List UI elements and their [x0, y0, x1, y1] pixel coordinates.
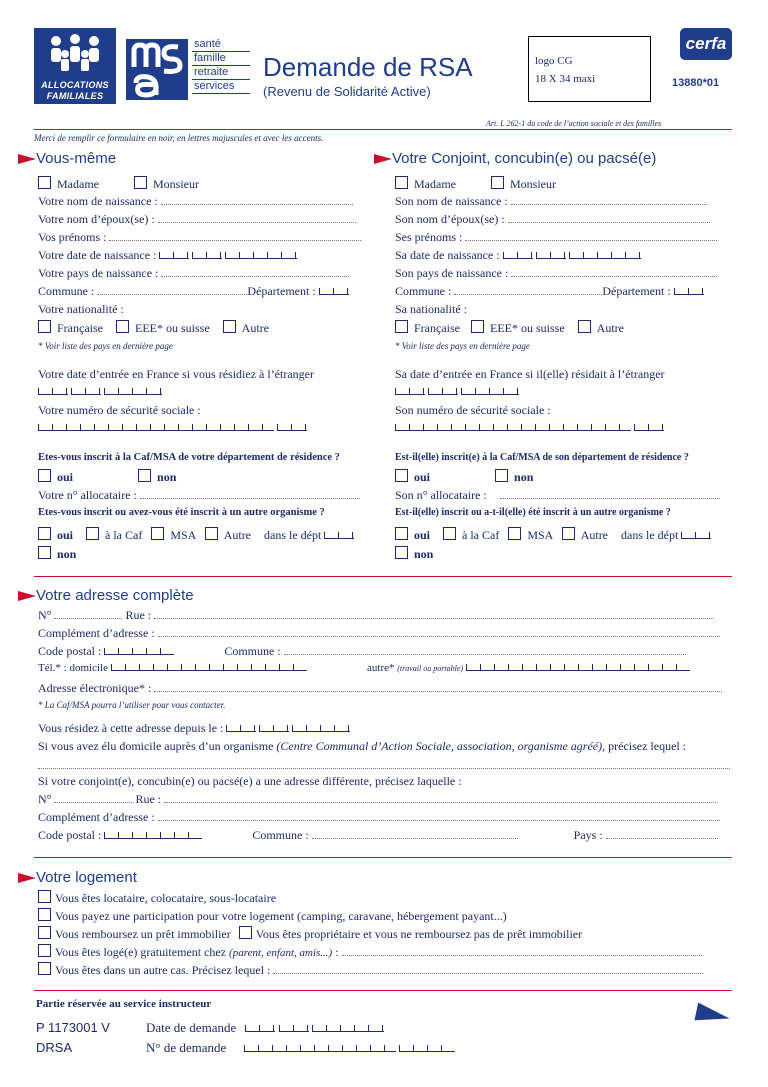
label-madame: Madame [57, 177, 99, 191]
label: Si vous avez élu domicile auprès d’un organisme [38, 739, 274, 753]
field-pays-naissance-conjoint [395, 266, 717, 281]
field-complement-conjoint [38, 810, 720, 825]
field-numero-rue-conjoint [38, 792, 716, 807]
label: Votre nom de naissance : [38, 194, 158, 208]
input-annee[interactable] [312, 1025, 384, 1032]
input-autre-cas[interactable] [273, 973, 703, 974]
label: Votre n° allocataire : [38, 488, 137, 502]
inscrit-options-conjoint [395, 469, 533, 485]
input-annee[interactable] [292, 725, 350, 732]
input-numero[interactable] [54, 618, 122, 619]
checkbox-loge-gratuit[interactable] [38, 944, 51, 957]
label-non: non [157, 470, 177, 484]
input-mois[interactable] [71, 388, 101, 395]
input-pays-naissance[interactable] [161, 276, 349, 277]
field-no-demande [146, 1040, 455, 1056]
msa-word-sante: santé [192, 38, 250, 52]
label: Code postal : [38, 828, 102, 842]
secu-ticks [38, 420, 307, 435]
field-nom-naissance-conjoint [395, 194, 707, 209]
msa-logo [126, 39, 188, 100]
label-oui: oui [414, 528, 431, 542]
input-rue[interactable] [154, 618, 714, 619]
section-logement [18, 869, 137, 886]
civilite-row [38, 176, 199, 192]
checkbox-oui[interactable] [395, 469, 408, 482]
question-autre-organisme-conjoint: Est-il(elle) inscrit ou a-t-il(elle) été inscrit à un autre organisme ? [395, 507, 671, 518]
input-annee[interactable] [461, 388, 519, 395]
label: Son nom de naissance : [395, 194, 508, 208]
input-secu[interactable] [38, 424, 274, 431]
input-annee[interactable] [225, 252, 297, 259]
section-conjoint [374, 150, 656, 167]
field-date-naissance [38, 248, 297, 263]
field-date-entree-conjoint: Sa date d’entrée en France si il(elle) résidait à l’étranger [395, 367, 665, 381]
checkbox-caf[interactable] [86, 527, 99, 540]
input-secu[interactable] [395, 424, 631, 431]
label: Vous êtes dans un autre cas. Précisez lequel : [55, 963, 271, 977]
note-contact: * La Caf/MSA pourra l’utiliser pour vous contacter. [38, 700, 226, 710]
input-mois[interactable] [536, 252, 566, 259]
input-no-demande-suffix[interactable] [399, 1045, 455, 1052]
checkbox-autre[interactable] [223, 320, 236, 333]
label-eee: EEE* ou suisse [489, 321, 565, 335]
checkbox-autre[interactable] [578, 320, 591, 333]
label: Vous payez une participation pour votre logement (camping, caravane, hébergement payant...) [55, 909, 507, 923]
checkbox-autre[interactable] [562, 527, 575, 540]
label-msa: MSA [527, 528, 553, 542]
label-commune: Commune : [224, 644, 281, 658]
label: Complément d’adresse : [38, 810, 155, 824]
field-depuis [38, 721, 350, 736]
arrow-icon [374, 154, 392, 164]
note-voir-liste: * Voir liste des pays en dernière page [38, 341, 173, 351]
cerfa-number: 13880*01 [672, 77, 720, 89]
input-code-postal[interactable] [104, 648, 174, 655]
label-oui: oui [57, 470, 74, 484]
input-commune[interactable] [284, 654, 686, 655]
label-autre: Autre [580, 528, 609, 542]
divider-logement [34, 857, 732, 858]
date-entree-ticks-conjoint [395, 384, 519, 399]
input-numero[interactable] [54, 802, 132, 803]
label-francaise: Française [57, 321, 103, 335]
checkbox-msa[interactable] [151, 527, 164, 540]
logement-option-3 [38, 926, 582, 942]
input-mois[interactable] [259, 725, 289, 732]
section-title: Votre adresse complète [36, 587, 194, 604]
checkbox-eee[interactable] [471, 320, 484, 333]
input-tel-domicile[interactable] [111, 664, 307, 671]
logement-option-6 [38, 962, 703, 978]
label-pays: Pays : [573, 828, 603, 842]
caf-logo-line1: ALLOCATIONS [41, 80, 109, 90]
label-precisez: précisez lequel : [608, 739, 687, 753]
checkbox-monsieur[interactable] [491, 176, 504, 189]
nationalite-options [38, 320, 269, 336]
field-tel-autre [367, 662, 690, 674]
input-nom-epoux[interactable] [508, 222, 710, 223]
input-mois[interactable] [279, 1025, 309, 1032]
checkbox-francaise[interactable] [38, 320, 51, 333]
question-inscrit: Etes-vous inscrit à la Caf/MSA de votre département de résidence ? [38, 452, 340, 463]
field-nom-epoux [38, 212, 356, 227]
label-tel-domicile: Tél.* : domicile [38, 662, 108, 674]
label: Son pays de naissance : [395, 266, 509, 280]
footer-code-1: P 1173001 V [36, 1020, 110, 1035]
autre-organisme-options [38, 527, 354, 543]
input-jour[interactable] [38, 388, 68, 395]
input-pays-naissance[interactable] [511, 276, 717, 277]
checkbox-proprietaire[interactable] [239, 926, 252, 939]
label: Complément d’adresse : [38, 626, 155, 640]
input-rue[interactable] [164, 802, 716, 803]
secu-ticks-conjoint [395, 420, 664, 435]
label-oui: oui [414, 470, 431, 484]
label: Votre date de naissance : [38, 248, 157, 262]
date-entree-ticks [38, 384, 162, 399]
label-numero: N° [38, 608, 52, 622]
input-organisme[interactable] [38, 768, 730, 769]
msa-word-famille: famille [192, 52, 250, 66]
section-title: Vous-même [36, 150, 117, 167]
arrow-icon [18, 591, 36, 601]
checkbox-non[interactable] [495, 469, 508, 482]
label: Commune : [395, 284, 452, 298]
label-monsieur: Monsieur [152, 177, 199, 191]
checkbox-non[interactable] [138, 469, 151, 482]
checkbox-monsieur[interactable] [134, 176, 147, 189]
field-commune [38, 284, 349, 299]
input-allocataire[interactable] [140, 498, 360, 499]
next-page-arrow-icon [695, 1003, 732, 1028]
checkbox-non[interactable] [395, 546, 408, 559]
checkbox-participation[interactable] [38, 908, 51, 921]
label-tel-autre: autre* [367, 662, 395, 674]
input-annee[interactable] [569, 252, 641, 259]
input-pays[interactable] [606, 838, 718, 839]
label-non: non [57, 547, 77, 561]
field-date-naissance-conjoint [395, 248, 641, 263]
label: Vous résidez à cette adresse depuis le : [38, 721, 224, 735]
input-dept[interactable] [681, 532, 711, 539]
field-nom-naissance [38, 194, 353, 209]
label-msa: MSA [170, 528, 196, 542]
civilite-row-conjoint [395, 176, 556, 192]
field-tel [38, 662, 307, 674]
label-hint: (parent, enfant, amis...) [229, 947, 333, 959]
field-prenoms-conjoint [395, 230, 717, 245]
label-autre: Autre [241, 321, 269, 335]
checkbox-autre[interactable] [205, 527, 218, 540]
msa-word-services: services [192, 80, 250, 94]
input-mois[interactable] [192, 252, 222, 259]
autre-organisme-options-conjoint [395, 527, 711, 543]
label: Ses prénoms : [395, 230, 463, 244]
label: Vous êtes locataire, colocataire, sous-locataire [55, 891, 277, 905]
label: Son nom d’époux(se) : [395, 212, 505, 226]
field-nationalite-conjoint: Sa nationalité : [395, 302, 467, 316]
label: Vos prénoms : [38, 230, 107, 244]
reserved-title: Partie réservée au service instructeur [36, 998, 212, 1010]
hint-tel-autre: (travail ou portable) [397, 664, 464, 673]
label-madame: Madame [414, 177, 456, 191]
autre-organisme-non-conjoint [395, 546, 433, 562]
input-jour[interactable] [226, 725, 256, 732]
input-no-demande[interactable] [244, 1045, 396, 1052]
input-nom-epoux[interactable] [158, 222, 356, 223]
label-non: non [414, 547, 434, 561]
label-autre: Autre [596, 321, 624, 335]
note-voir-liste-conjoint: * Voir liste des pays en dernière page [395, 341, 530, 351]
input-jour[interactable] [503, 252, 533, 259]
arrow-icon [18, 154, 36, 164]
label-departement: Département : [602, 284, 671, 298]
input-commune[interactable] [312, 838, 518, 839]
label-commune: Commune : [252, 828, 309, 842]
checkbox-caf[interactable] [443, 527, 456, 540]
cerfa-logo: cerfa [680, 28, 732, 60]
field-secu-conjoint: Son numéro de sécurité sociale : [395, 403, 551, 417]
msa-words [192, 38, 250, 94]
field-nom-epoux-conjoint [395, 212, 710, 227]
logement-option-5 [38, 944, 702, 960]
caf-logo-line2: FAMILIALES [46, 91, 104, 101]
section-adresse [18, 587, 194, 604]
nationalite-options-conjoint [395, 320, 624, 336]
label-eee: EEE* ou suisse [134, 321, 210, 335]
label-caf: à la Caf [462, 528, 500, 542]
input-code-postal[interactable] [104, 832, 202, 839]
field-nationalite: Votre nationalité : [38, 302, 124, 316]
label: Date de demande [146, 1020, 237, 1035]
input-jour[interactable] [395, 388, 425, 395]
inscrit-options [38, 469, 176, 485]
checkbox-locataire[interactable] [38, 890, 51, 903]
checkbox-madame[interactable] [395, 176, 408, 189]
label-caf: à la Caf [105, 528, 143, 542]
field-election-domicile [38, 739, 686, 754]
label: Code postal : [38, 644, 102, 658]
label-rue: Rue : [135, 792, 162, 806]
label-colon: : [335, 945, 339, 959]
checkbox-oui[interactable] [395, 527, 408, 540]
checkbox-madame[interactable] [38, 176, 51, 189]
label-oui: oui [57, 528, 74, 542]
field-secu: Votre numéro de sécurité sociale : [38, 403, 201, 417]
section-title: Votre logement [36, 869, 137, 886]
input-jour[interactable] [159, 252, 189, 259]
label-francaise: Française [414, 321, 460, 335]
input-commune[interactable] [97, 294, 247, 295]
logo-cg-label: logo CG [535, 55, 573, 67]
field-allocataire [38, 488, 360, 503]
label-autre: Autre [223, 528, 252, 542]
logement-option-2 [38, 908, 507, 924]
input-commune[interactable] [454, 294, 602, 295]
checkbox-oui[interactable] [38, 527, 51, 540]
field-allocataire-conjoint [395, 488, 720, 503]
label: Votre nom d’époux(se) : [38, 212, 155, 226]
checkbox-eee[interactable] [116, 320, 129, 333]
input-complement[interactable] [158, 820, 720, 821]
logement-option-1 [38, 890, 276, 906]
input-secu-cle[interactable] [634, 424, 664, 431]
msa-word-retraite: retraite [192, 66, 250, 80]
section-title: Votre Conjoint, concubin(e) ou pacsé(e) [392, 150, 657, 167]
label-numero: N° [38, 792, 52, 806]
input-nom-naissance[interactable] [511, 204, 707, 205]
input-secu-cle[interactable] [277, 424, 307, 431]
field-commune-conjoint [395, 284, 704, 299]
label-rue: Rue : [125, 608, 152, 622]
input-allocataire[interactable] [500, 498, 720, 499]
label: Commune : [38, 284, 95, 298]
label-non: non [514, 470, 534, 484]
input-tel-autre[interactable] [466, 664, 690, 671]
checkbox-francaise[interactable] [395, 320, 408, 333]
input-email[interactable] [154, 691, 722, 692]
label: Vous êtes propriétaire et vous ne remboursez pas de prêt immobilier [255, 927, 583, 941]
label: Vous remboursez un prêt immobilier [55, 927, 231, 941]
field-prenoms [38, 230, 361, 245]
msa-mark-icon [126, 39, 188, 100]
checkbox-autre-cas[interactable] [38, 962, 51, 975]
label: N° de demande [146, 1040, 227, 1055]
logo-cg-placeholder [528, 36, 651, 102]
field-code-postal-conjoint [38, 828, 718, 843]
label: Son n° allocataire : [395, 488, 487, 502]
checkbox-oui[interactable] [38, 469, 51, 482]
input-nom-naissance[interactable] [161, 204, 353, 205]
label-departement: Département : [247, 284, 316, 298]
field-pays-naissance [38, 266, 349, 281]
input-prenoms[interactable] [109, 240, 361, 241]
caf-logo [34, 28, 116, 104]
logo-cg-size: 18 X 34 maxi [535, 73, 596, 85]
field-complement [38, 626, 720, 641]
label: Sa date de naissance : [395, 248, 500, 262]
checkbox-non[interactable] [38, 546, 51, 559]
intro-text: Merci de remplir ce formulaire en noir, en lettres majuscules et avec les accents. [34, 133, 324, 143]
field-conjoint-adresse: Si votre conjoint(e), concubin(e) ou pacsé(e) a une adresse différente, précisez laquelle : [38, 774, 462, 788]
checkbox-msa[interactable] [508, 527, 521, 540]
label-dept: dans le dépt [621, 528, 679, 542]
input-departement[interactable] [319, 288, 349, 295]
field-date-demande [146, 1020, 384, 1036]
field-date-entree: Votre date d’entrée en France si vous résidiez à l’étranger [38, 367, 314, 381]
input-departement[interactable] [674, 288, 704, 295]
arrow-icon [18, 873, 36, 883]
footer-code-2: DRSA [36, 1040, 73, 1055]
label-monsieur: Monsieur [509, 177, 556, 191]
input-jour[interactable] [245, 1025, 275, 1032]
input-mois[interactable] [428, 388, 458, 395]
checkbox-pret-immobilier[interactable] [38, 926, 51, 939]
divider-top [34, 129, 732, 130]
question-inscrit-conjoint: Est-il(elle) inscrit(e) à la Caf/MSA de son département de résidence ? [395, 452, 689, 463]
field-code-postal [38, 644, 686, 659]
input-complement[interactable] [158, 636, 720, 637]
form-subtitle: (Revenu de Solidarité Active) [263, 84, 431, 99]
label-organismes: (Centre Communal d’Action Sociale, association, organisme agréé), [276, 739, 606, 753]
label-dept: dans le dépt [264, 528, 322, 542]
legal-article: Art. L 262-1 du code de l’action sociale et des familles [486, 119, 662, 128]
input-dept[interactable] [324, 532, 354, 539]
autre-organisme-non [38, 546, 76, 562]
question-autre-organisme: Etes-vous inscrit ou avez-vous été inscrit à un autre organisme ? [38, 507, 325, 518]
section-vous-meme [18, 150, 116, 167]
form-title: Demande de RSA [263, 52, 473, 82]
field-numero-rue [38, 608, 714, 623]
label: Vous êtes logé(e) gratuitement chez [55, 945, 227, 959]
label: Adresse électronique* : [38, 681, 152, 695]
divider-adresse [34, 576, 732, 577]
divider-footer [34, 990, 732, 991]
input-prenoms[interactable] [465, 240, 717, 241]
caf-people-icon [42, 34, 108, 76]
input-loge-chez[interactable] [342, 955, 702, 956]
field-email [38, 681, 722, 696]
label: Votre pays de naissance : [38, 266, 159, 280]
input-annee[interactable] [104, 388, 162, 395]
